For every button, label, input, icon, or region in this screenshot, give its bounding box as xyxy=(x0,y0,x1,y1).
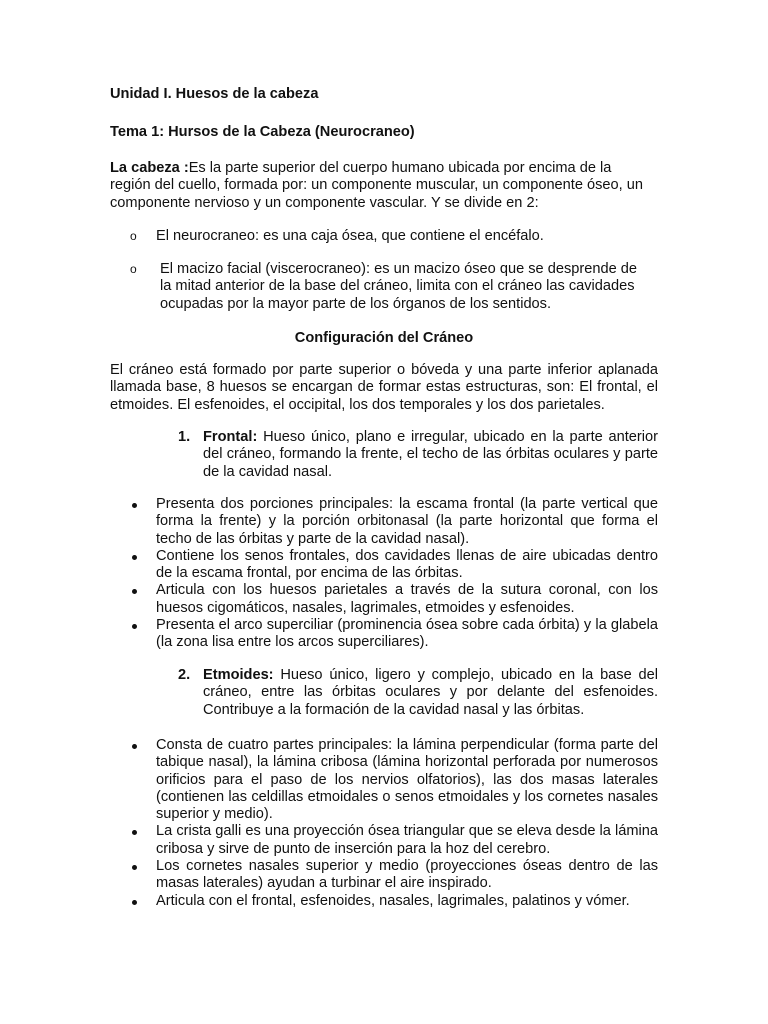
list-item-text: Presenta el arco superciliar (prominencia ósea sobre cada órbita) y la glabela (la zona lisa entre los arcos superciliares). xyxy=(156,617,658,651)
section-paragraph: El cráneo está formado por parte superior o bóveda y una parte inferior aplanada llamada base, 8 huesos se encargan de formar estas estructuras, son: El frontal, el etmoides. El esfenoides, el occipital, los dos temporales y los dos parietales. xyxy=(110,362,658,413)
division-item xyxy=(110,261,650,313)
intro-paragraph xyxy=(110,160,650,212)
bone-item-etmoides xyxy=(178,667,658,719)
circle-bullet-icon: o xyxy=(130,229,137,243)
intro-text: Es la parte superior del cuerpo humano ubicada por encima de la región del cuello, formada por: un componente muscular, un componente óseo, un componente nervioso y un componente vascular. Y se divide en 2: xyxy=(110,160,644,211)
bullet-dot-icon xyxy=(132,503,137,508)
frontal-bullet-list xyxy=(110,496,658,652)
list-item xyxy=(110,893,658,910)
circle-bullet-icon: o xyxy=(130,262,137,276)
division-text: El macizo facial (viscerocraneo): es un macizo óseo que se desprende de la mitad anterior de la base del cráneo, limita con el cráneo las cavidades ocupadas por la mayor parte de los órganos de los sentidos. xyxy=(160,261,637,312)
list-item-text: Presenta dos porciones principales: la escama frontal (la parte vertical que forma la frente) y la porción orbitonasal (la parte horizontal que forma el techo de las órbitas y parte de la cavidad nasal). xyxy=(156,496,658,547)
bullet-dot-icon xyxy=(132,865,137,870)
list-item-text: Articula con el frontal, esfenoides, nasales, lagrimales, palatinos y vómer. xyxy=(156,892,630,909)
list-item-text: Los cornetes nasales superior y medio (proyecciones óseas dentro de las masas laterales) ayudan a turbinar el aire inspirado. xyxy=(156,858,658,892)
list-item xyxy=(110,582,658,617)
topic-title: Tema 1: Hursos de la Cabeza (Neurocraneo) xyxy=(110,124,415,140)
list-item xyxy=(110,496,658,548)
section-heading: Configuración del Cráneo xyxy=(294,330,474,346)
list-item xyxy=(110,548,658,583)
item-number: 2. xyxy=(178,667,191,683)
list-item-text: Consta de cuatro partes principales: la lámina perpendicular (forma parte del tabique nasal), la lámina cribosa (lámina horizontal perforada por numerosos orificios para el paso de los nervios olfatorios), las dos masas laterales (contienen las celdillas etmoidales o senos etmoidales y los cornetes nasales superior y medio). xyxy=(156,737,658,823)
list-item-text: Contiene los senos frontales, dos cavidades llenas de aire ubicadas dentro de la escama frontal, por encima de las órbitas. xyxy=(156,547,658,582)
list-item-text: Articula con los huesos parietales a través de la sutura coronal, con los huesos cigomáticos, nasales, lagrimales, etmoides y esfenoides. xyxy=(156,582,658,616)
bullet-dot-icon xyxy=(132,830,137,835)
bone-name: Frontal: xyxy=(203,429,258,445)
list-item xyxy=(110,858,658,893)
list-item xyxy=(110,617,658,652)
intro-term: La cabeza : xyxy=(110,160,189,176)
list-item-text: La crista galli es una proyección ósea triangular que se eleva desde la lámina cribosa y sirve de punto de inserción para la hoz del cerebro. xyxy=(156,823,658,857)
item-number: 1. xyxy=(178,429,191,445)
bullet-dot-icon xyxy=(132,744,137,749)
etmoides-bullet-list xyxy=(110,737,658,910)
bone-description: Hueso único, ligero y complejo, ubicado en la base del cráneo, entre las órbitas oculares y por delante del esfenoides. Contribuye a la formación de la cavidad nasal y las órbitas. xyxy=(203,667,658,718)
list-item xyxy=(110,737,658,823)
list-item xyxy=(110,823,658,858)
division-item xyxy=(110,228,650,245)
bullet-dot-icon xyxy=(132,624,137,629)
division-text: El neurocraneo: es una caja ósea, que contiene el encéfalo. xyxy=(156,228,544,244)
bullet-dot-icon xyxy=(132,900,137,905)
bone-description: Hueso único, plano e irregular, ubicado en la parte anterior del cráneo, formando la frente, el techo de las órbitas oculares y parte de la cavidad nasal. xyxy=(203,429,658,480)
unit-title: Unidad I. Huesos de la cabeza xyxy=(110,86,319,102)
bone-name: Etmoides: xyxy=(203,667,274,683)
bullet-dot-icon xyxy=(132,555,137,560)
bone-item-frontal xyxy=(178,429,658,481)
bullet-dot-icon xyxy=(132,589,137,594)
